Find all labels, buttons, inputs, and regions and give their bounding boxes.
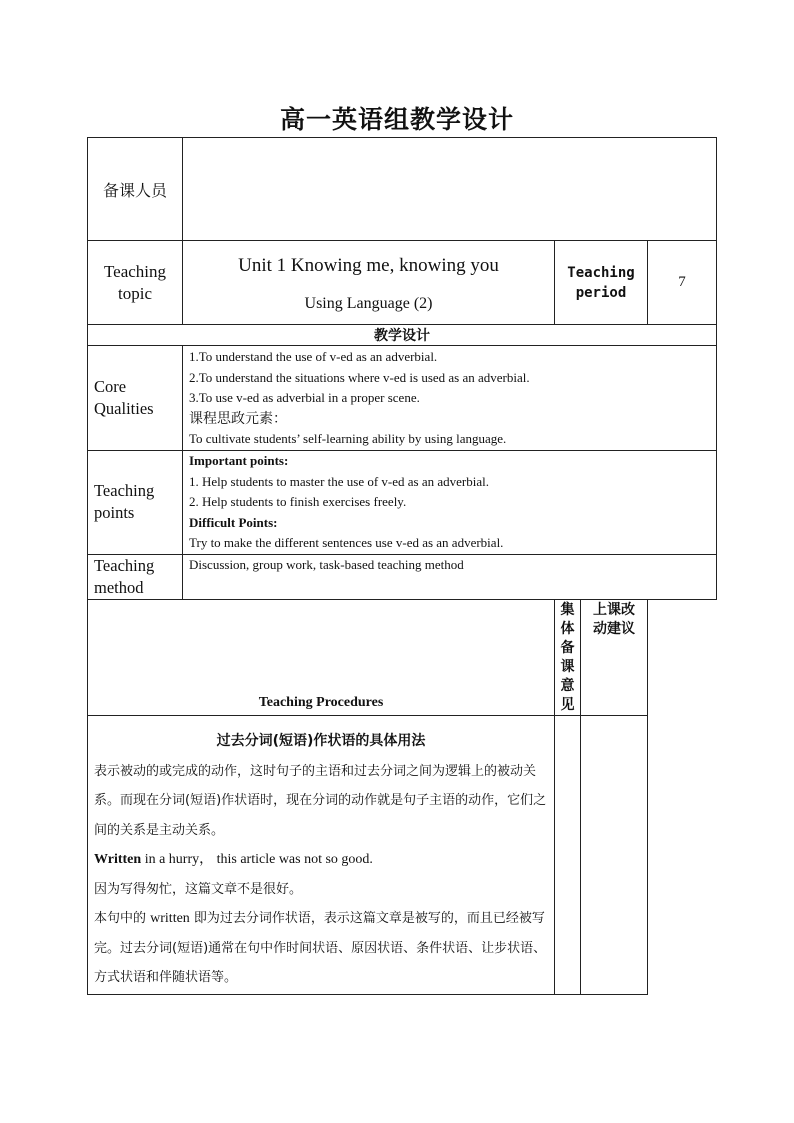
topic-label-line1: Teaching [103,261,167,281]
core-content [183,346,717,451]
procedures-paragraph-2 [94,904,548,993]
method-label-line1: Teaching [94,555,155,575]
core-line-4: 课程思政元素： [189,410,287,427]
collective-opinion-cell [555,715,581,994]
points-label [88,451,183,555]
core-row [88,346,717,451]
procedures-header-row [88,599,717,715]
example-sentence: in a hurry， this article was not so good. [141,852,373,868]
period-label-line1: Teaching [567,264,635,281]
example-translation: 因为写得匆忙，这篇文章不是很好。 [94,881,303,897]
core-label [88,346,183,451]
method-label [88,554,183,599]
difficult-point: Try to make the different sentences use v-ed as an adverbial. [189,535,504,551]
design-header: 教学设计 [88,325,717,346]
para2-word: written [150,911,190,927]
method-value: Discussion, group work, task-based teaching method [183,554,717,599]
procedures-paragraph-1: 表示被动的或完成的动作，这时句子的主语和过去分词之间为逻辑上的被动关系。而现在分词(短语)作状语时，现在分词的动作就是句子主语的动作，它们之间的关系是主动关系。 [94,763,547,838]
difficult-heading: Difficult Points: [189,514,278,530]
core-line-2: 2.To understand the situations where v-ed is used as an adverbial. [189,369,530,385]
procedures-section-title: 过去分词(短语)作状语的具体用法 [216,732,426,749]
core-line-5: To cultivate students’ self-learning ability by using language. [189,431,507,447]
method-label-line2: method [94,577,144,597]
para2-rest: 即为过去分词作状语，表示这篇文章是被写的，而且已经被写完。过去分词(短语)通常在句中作时间状语、原因状语、条件状语、让步状语、方式状语和伴随状语等。 [94,911,547,986]
topic-lesson: Using Language (2) [304,294,433,312]
procedures-example [94,845,548,875]
para2-prefix: 本句中的 [94,911,151,927]
period-value: 7 [648,241,717,325]
lesson-plan-table [87,137,717,995]
core-line-3: 3.To use v-ed as adverbial in a proper scene. [189,390,420,406]
procedures-header: Teaching Procedures [88,599,555,715]
points-row [88,451,717,555]
design-header-row [88,325,717,346]
core-label-line1: Core [94,377,127,396]
collective-opinion-line1: 集体备 [560,601,575,656]
collective-opinion-line2: 课意见 [560,658,575,713]
procedures-body-row [88,715,717,994]
revision-suggestion-cell [581,715,648,994]
period-label-line2: period [575,284,627,301]
important-heading: Important points: [189,453,289,468]
important-point-2: 2. Help students to finish exercises freely. [189,494,407,510]
important-point-1: 1. Help students to master the use of v-ed as an adverbial. [189,473,489,489]
page-title: 高一英语组教学设计 [279,105,514,134]
procedures-content [88,715,555,994]
collective-opinion-header [555,599,581,715]
topic-value [183,241,555,325]
points-label-line2: points [94,503,135,523]
topic-label [88,241,183,325]
topic-row [88,241,717,325]
example-bold-word: Written [94,852,142,868]
core-label-line2: Qualities [94,399,154,418]
method-row [88,554,717,599]
points-label-line1: Teaching [94,481,155,501]
period-label [555,241,648,325]
preparer-label: 备课人员 [88,138,183,241]
revision-suggestion-header [581,599,648,715]
topic-label-line2: topic [118,283,152,303]
revision-suggestion-line2: 动建议 [593,620,635,637]
preparer-row [88,138,717,241]
topic-unit: Unit 1 Knowing me, knowing you [238,254,499,276]
points-content [183,451,717,555]
preparer-value [183,138,717,241]
core-line-1: 1.To understand the use of v-ed as an adverbial. [189,349,438,364]
revision-suggestion-line1: 上课改 [593,601,635,618]
